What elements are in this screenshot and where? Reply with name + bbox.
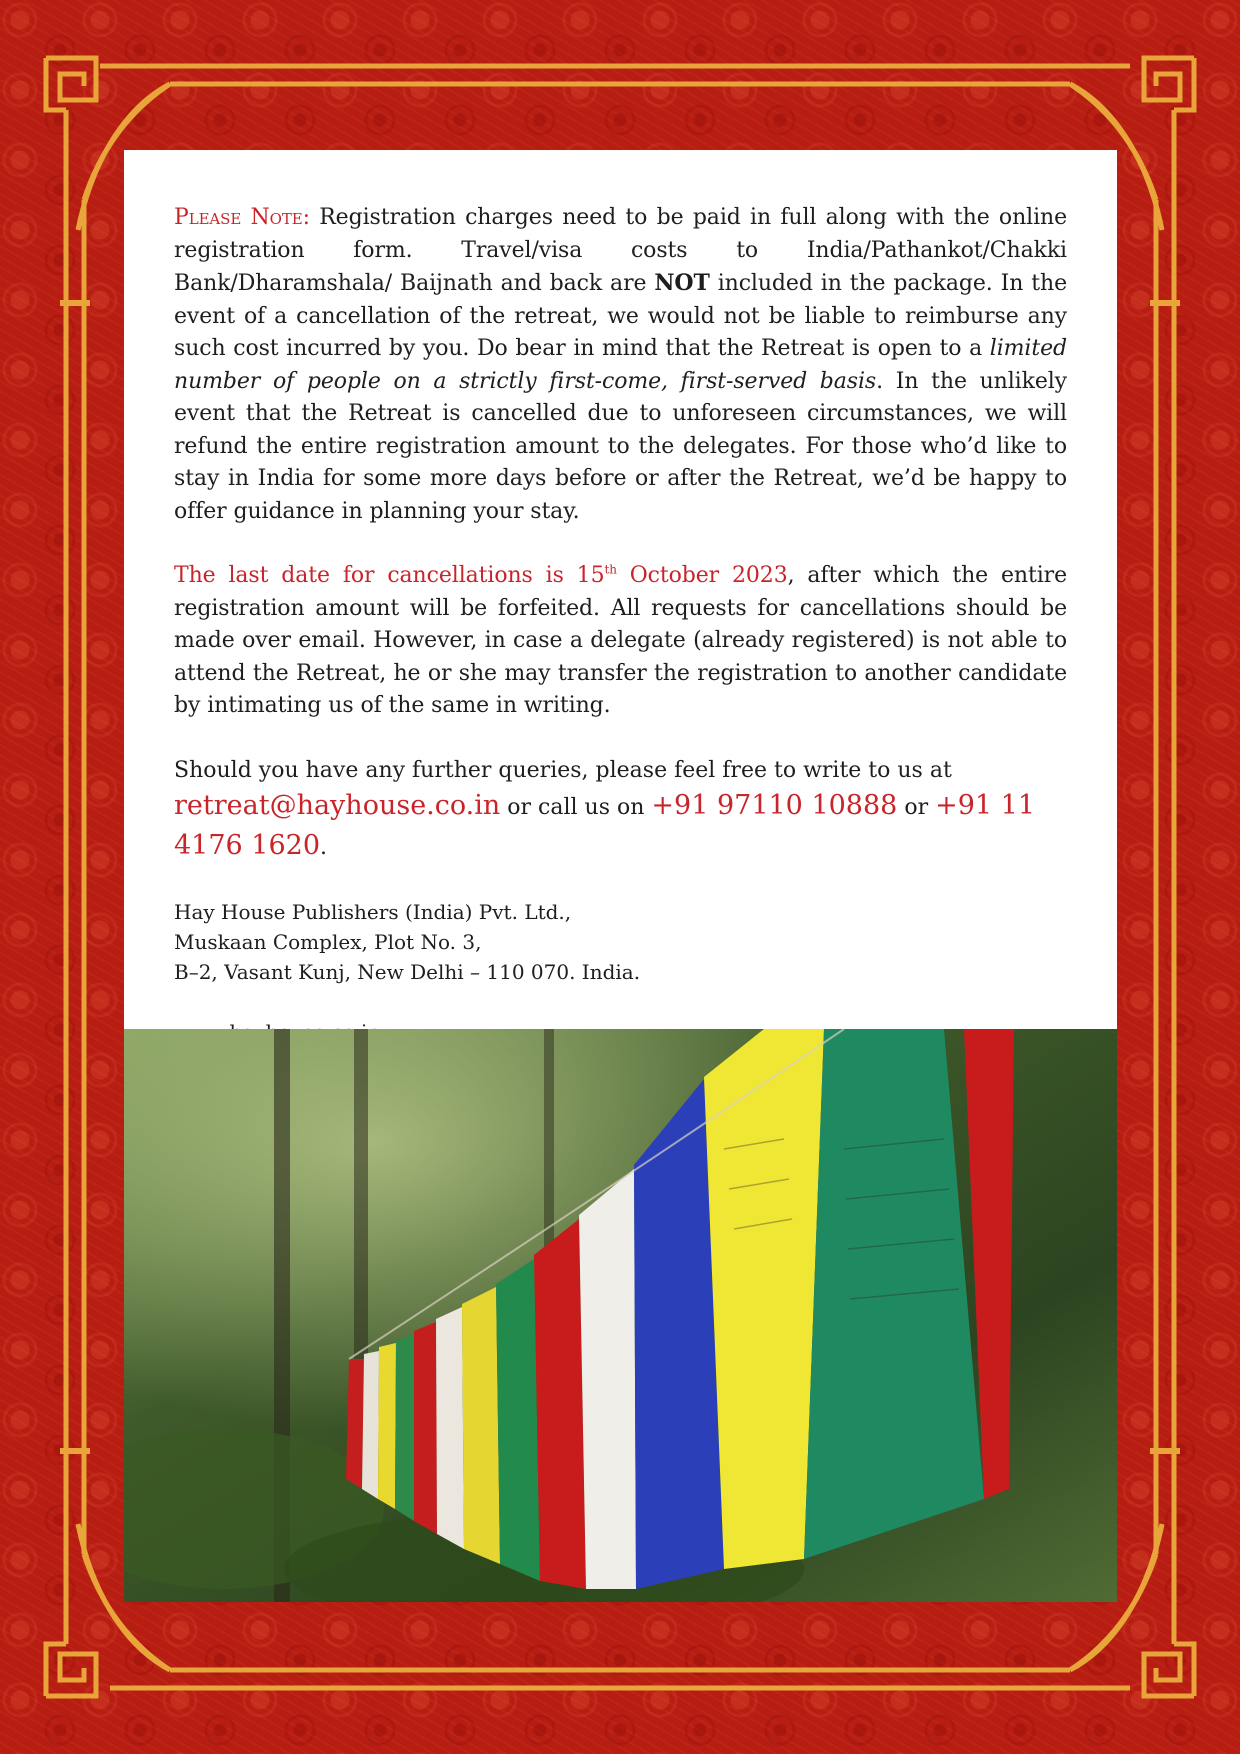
contact-end: . [320,834,328,860]
phone-link-2[interactable]: +91 11 4176 1620 [174,789,1036,861]
registration-note [174,202,1067,528]
deadline-text-b: October 2023 [616,563,788,588]
address-line-1: Hay House Publishers (India) Pvt. Ltd., [174,899,572,924]
note-text-b: included in the package. In the event of a cancellation of the retreat, we would not be liable to reimburse any such cost incurred by you. Do bear in mind that the Retreat is open to a [174,271,1067,361]
address-line-3: B–2, Vasant Kunj, New Delhi – 110 070. India. [174,959,641,984]
call-text: or call us on [500,794,652,820]
cancellation-deadline [174,563,788,588]
cancellation-policy [174,560,1067,723]
email-link[interactable]: retreat@hayhouse.co.in [174,789,501,821]
deadline-text-a: The last date for cancellations is 15 [174,563,605,588]
or-text: or [897,794,936,820]
note-text-a: Registration charges need to be paid in full along with the online registration form. Travel/visa costs to India/Pathankot/Chakki Bank/Dharamshala/ Baijnath and back are [174,205,1068,296]
contact-details [174,787,1067,867]
cancellation-text: , after which the entire registration amount will be forfeited. All requests for cancellations should be made over email. However, in case a delegate (already registered) is not able to attend the Retreat, he or she may transfer the registration to another candidate by intimating us of the same in writing. [174,563,1067,718]
prayer-flags-photo [124,1029,1117,1602]
info-panel [124,150,1117,1029]
note-italic-limited: limited number of people on a strictly first-come, first-served basis [174,336,1067,394]
phone-link-1[interactable]: +91 97110 10888 [651,789,898,821]
contact-intro: Should you have any further queries, please feel free to write to us at [174,757,952,783]
note-text-c: . In the unlikely event that the Retreat is cancelled due to unforeseen circumstances, we will refund the entire registration amount to the delegates. For those who’d like to stay in India for some more days before or after the Retreat, we’d be happy to offer guidance in planning your stay. [174,368,1068,524]
deadline-ordinal: th [604,562,617,577]
note-not-emphasis: NOT [654,270,710,296]
please-note-label: Please Note: [174,205,310,230]
address-line-2: Muskaan Complex, Plot No. 3, [174,929,482,954]
